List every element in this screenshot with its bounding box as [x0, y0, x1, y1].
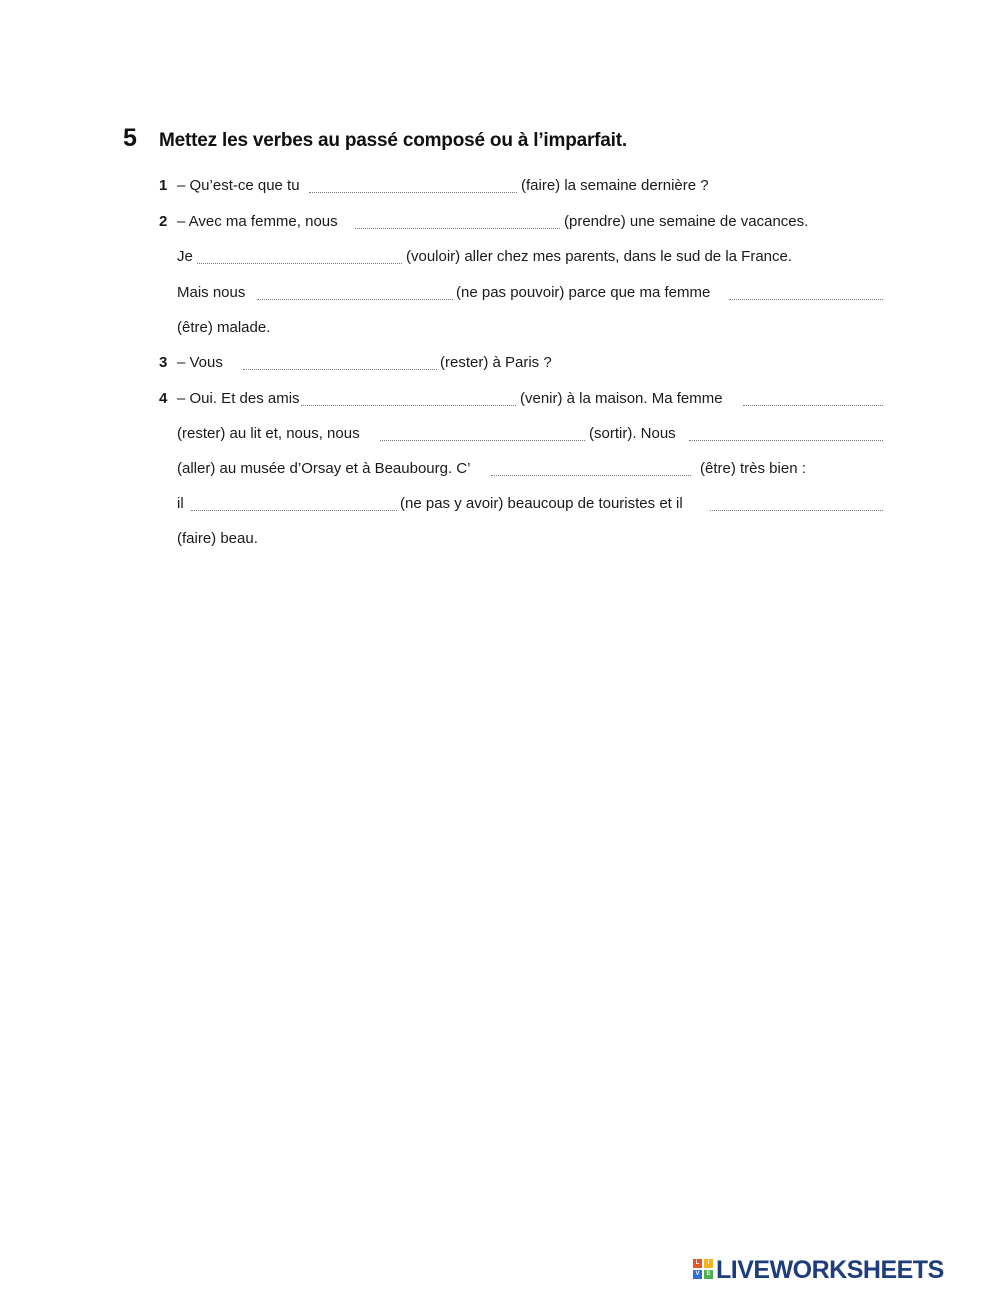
- text-segment: (faire) la semaine dernière ?: [521, 177, 709, 194]
- logo-square-letter: I: [707, 1260, 710, 1266]
- text-segment: (sortir). Nous: [589, 425, 676, 442]
- line-2-1: [177, 211, 877, 233]
- logo-squares-icon: [693, 1259, 713, 1281]
- answer-blank[interactable]: [197, 263, 402, 264]
- logo-square: [704, 1270, 713, 1279]
- text-segment: – Vous: [177, 354, 223, 371]
- text-segment: il: [177, 495, 184, 512]
- answer-blank[interactable]: [355, 228, 560, 229]
- text-segment: – Qu’est-ce que tu: [177, 177, 300, 194]
- text-segment: – Oui. Et des amis: [177, 390, 300, 407]
- line-2-4: [177, 317, 477, 339]
- line-4-2: [177, 423, 883, 445]
- text-segment: (être) très bien :: [700, 460, 806, 477]
- logo-square-letter: L: [695, 1260, 700, 1266]
- text-segment: (rester) au lit et, nous, nous: [177, 425, 360, 442]
- item-number-1: 1: [159, 177, 168, 194]
- text-segment: (aller) au musée d’Orsay et à Beaubourg. C’: [177, 460, 471, 477]
- text-segment: (ne pas y avoir) beaucoup de touristes et il: [400, 495, 683, 512]
- line-2-3: [177, 282, 883, 304]
- answer-blank[interactable]: [257, 299, 453, 300]
- logo-text: LIVEWORKSHEETS: [716, 1256, 944, 1284]
- answer-blank[interactable]: [380, 440, 585, 441]
- line-4-5: [177, 528, 477, 550]
- logo-square: [704, 1259, 713, 1268]
- line-4-4: [177, 493, 883, 515]
- line-3-1: [177, 352, 877, 374]
- text-segment: (rester) à Paris ?: [440, 354, 552, 371]
- item-number-4: 4: [159, 390, 168, 407]
- answer-blank[interactable]: [243, 369, 437, 370]
- line-4-1: [177, 388, 883, 410]
- text-segment: Mais nous: [177, 284, 246, 301]
- line-1-1: [177, 175, 877, 197]
- exercise-number: 5: [123, 124, 137, 152]
- text-segment: (faire) beau.: [177, 530, 258, 547]
- answer-blank[interactable]: [689, 440, 883, 441]
- answer-blank[interactable]: [729, 299, 883, 300]
- exercise-title: Mettez les verbes au passé composé ou à l’imparfait.: [159, 130, 627, 151]
- answer-blank[interactable]: [743, 405, 883, 406]
- logo-square-letter: E: [706, 1271, 711, 1277]
- item-number-2: 2: [159, 213, 168, 230]
- text-segment: Je: [177, 248, 193, 265]
- logo-square: [693, 1259, 702, 1268]
- liveworksheets-logo: [693, 1257, 993, 1283]
- answer-blank[interactable]: [301, 405, 516, 406]
- line-2-2: [177, 246, 877, 268]
- text-segment: (ne pas pouvoir) parce que ma femme: [456, 284, 711, 301]
- line-4-3: [177, 458, 877, 480]
- text-segment: (être) malade.: [177, 319, 271, 336]
- text-segment: (vouloir) aller chez mes parents, dans le sud de la France.: [406, 248, 793, 265]
- text-segment: (venir) à la maison. Ma femme: [520, 390, 723, 407]
- logo-square-letter: V: [695, 1271, 700, 1277]
- answer-blank[interactable]: [309, 192, 517, 193]
- text-segment: – Avec ma femme, nous: [177, 213, 338, 230]
- item-number-3: 3: [159, 354, 168, 371]
- text-segment: (prendre) une semaine de vacances.: [564, 213, 809, 230]
- answer-blank[interactable]: [191, 510, 397, 511]
- answer-blank[interactable]: [710, 510, 883, 511]
- answer-blank[interactable]: [491, 475, 691, 476]
- worksheet: [0, 0, 1000, 600]
- logo-square: [693, 1270, 702, 1279]
